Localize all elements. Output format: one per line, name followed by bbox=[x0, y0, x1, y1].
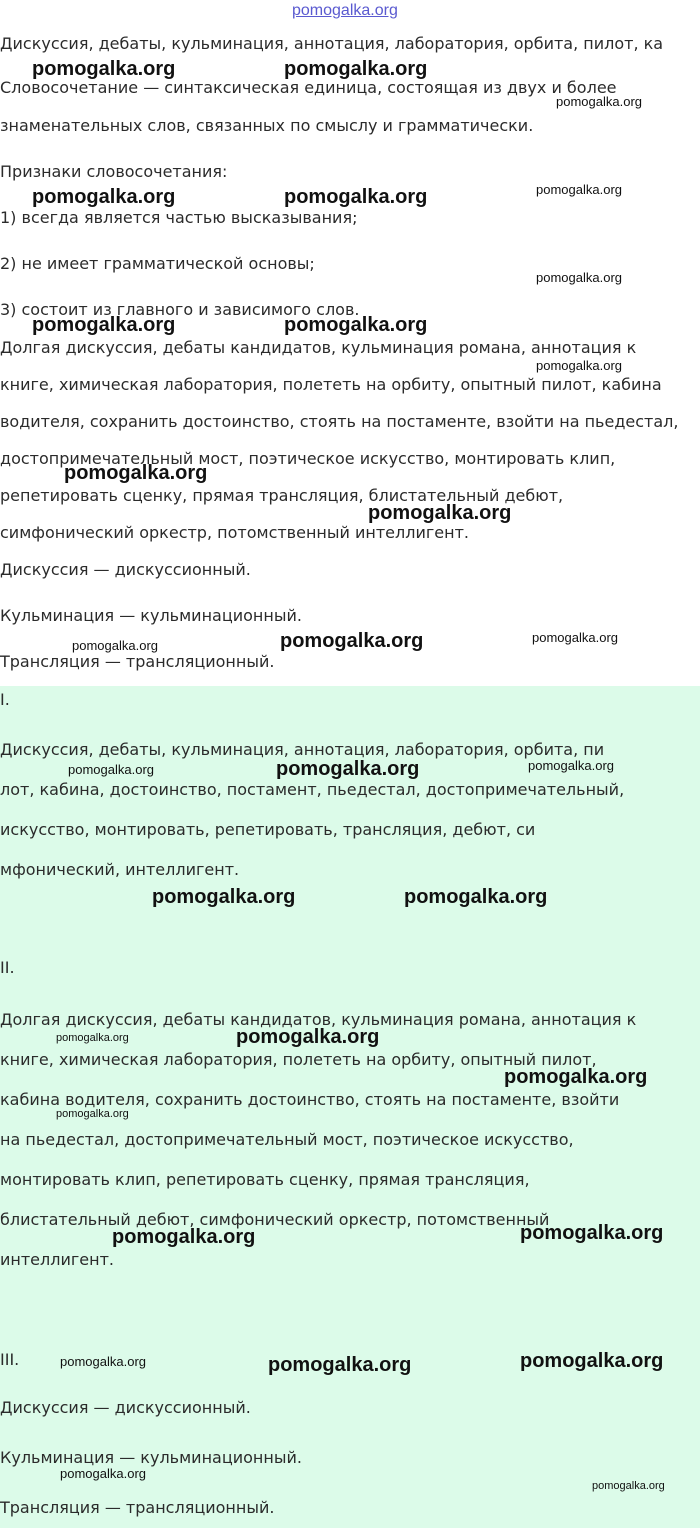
watermark: pomogalka.org bbox=[536, 358, 622, 373]
derived-line: Трансляция — трансляционный. bbox=[0, 652, 275, 671]
part-title: III. bbox=[0, 1350, 20, 1369]
answer-line: Долгая дискуссия, дебаты кандидатов, кульминация романа, аннотация к bbox=[0, 1010, 637, 1029]
watermark: pomogalka.org bbox=[32, 314, 176, 336]
watermark: pomogalka.org bbox=[556, 94, 642, 109]
answer-line: Трансляция — трансляционный. bbox=[0, 1498, 275, 1517]
watermark: pomogalka.org bbox=[112, 1226, 256, 1248]
answer-line: интеллигент. bbox=[0, 1250, 114, 1269]
part-title: I. bbox=[0, 690, 10, 709]
words-line: Дискуссия, дебаты, кульминация, аннотация, лаборатория, орбита, пилот, ка bbox=[0, 34, 664, 53]
phrase-line: репетировать сценку, прямая трансляция, блистательный дебют, bbox=[0, 486, 564, 505]
watermark: pomogalka.org bbox=[504, 1066, 648, 1088]
watermark: pomogalka.org bbox=[72, 638, 158, 653]
answer-line: мфонический, интеллигент. bbox=[0, 860, 240, 879]
watermark: pomogalka.org bbox=[268, 1354, 412, 1376]
sign-item: 2) не имеет грамматической основы; bbox=[0, 254, 315, 273]
watermark: pomogalka.org bbox=[284, 314, 428, 336]
watermark: pomogalka.org bbox=[56, 1108, 129, 1120]
answer-line: монтировать клип, репетировать сценку, прямая трансляция, bbox=[0, 1170, 530, 1189]
sign-item: 3) состоит из главного и зависимого слов. bbox=[0, 300, 360, 319]
watermark: pomogalka.org bbox=[60, 1354, 146, 1369]
definition-line: Словосочетание — синтаксическая единица, состоящая из двух и более bbox=[0, 78, 617, 97]
answer-line: книге, химическая лаборатория, полететь на орбиту, опытный пилот, bbox=[0, 1050, 597, 1069]
phrase-line: достопримечательный мост, поэтическое искусство, монтировать клип, bbox=[0, 449, 616, 468]
watermark: pomogalka.org bbox=[404, 886, 548, 908]
watermark: pomogalka.org bbox=[368, 502, 512, 524]
derived-line: Кульминация — кульминационный. bbox=[0, 606, 302, 625]
watermark: pomogalka.org bbox=[276, 758, 420, 780]
answer-line: кабина водителя, сохранить достоинство, стоять на постаменте, взойти bbox=[0, 1090, 620, 1109]
site-header-link[interactable]: pomogalka.org bbox=[292, 2, 398, 19]
watermark: pomogalka.org bbox=[284, 186, 428, 208]
answer-line: на пьедестал, достопримечательный мост, поэтическое искусство, bbox=[0, 1130, 574, 1149]
watermark: pomogalka.org bbox=[32, 186, 176, 208]
watermark: pomogalka.org bbox=[520, 1222, 664, 1244]
part-title: II. bbox=[0, 958, 15, 977]
watermark: pomogalka.org bbox=[536, 182, 622, 197]
watermark: pomogalka.org bbox=[152, 886, 296, 908]
watermark: pomogalka.org bbox=[592, 1480, 665, 1492]
phrase-line: водителя, сохранить достоинство, стоять на постаменте, взойти на пьедестал, bbox=[0, 412, 679, 431]
answer-line: Дискуссия, дебаты, кульминация, аннотация, лаборатория, орбита, пи bbox=[0, 740, 605, 759]
derived-line: Дискуссия — дискуссионный. bbox=[0, 560, 251, 579]
answer-line: искусство, монтировать, репетировать, трансляция, дебют, си bbox=[0, 820, 536, 839]
phrase-line: книге, химическая лаборатория, полететь на орбиту, опытный пилот, кабина bbox=[0, 375, 662, 394]
watermark: pomogalka.org bbox=[56, 1032, 129, 1044]
watermark: pomogalka.org bbox=[528, 758, 614, 773]
watermark: pomogalka.org bbox=[532, 630, 618, 645]
sign-item: 1) всегда является частью высказывания; bbox=[0, 208, 358, 227]
answer-line: Дискуссия — дискуссионный. bbox=[0, 1398, 251, 1417]
answer-line: блистательный дебют, симфонический оркестр, потомственный bbox=[0, 1210, 550, 1229]
definition-line: знаменательных слов, связанных по смыслу и грамматически. bbox=[0, 116, 534, 135]
watermark: pomogalka.org bbox=[284, 58, 428, 80]
watermark: pomogalka.org bbox=[32, 58, 176, 80]
phrase-line: симфонический оркестр, потомственный интеллигент. bbox=[0, 523, 469, 542]
phrase-line: Долгая дискуссия, дебаты кандидатов, кульминация романа, аннотация к bbox=[0, 338, 637, 357]
watermark: pomogalka.org bbox=[280, 630, 424, 652]
answer-line: лот, кабина, достоинство, постамент, пьедестал, достопримечательный, bbox=[0, 780, 625, 799]
watermark: pomogalka.org bbox=[520, 1350, 664, 1372]
watermark: pomogalka.org bbox=[536, 270, 622, 285]
signs-title: Признаки словосочетания: bbox=[0, 162, 228, 181]
watermark: pomogalka.org bbox=[60, 1466, 146, 1481]
watermark: pomogalka.org bbox=[64, 462, 208, 484]
watermark: pomogalka.org bbox=[236, 1026, 380, 1048]
watermark: pomogalka.org bbox=[68, 762, 154, 777]
answer-line: Кульминация — кульминационный. bbox=[0, 1448, 302, 1467]
